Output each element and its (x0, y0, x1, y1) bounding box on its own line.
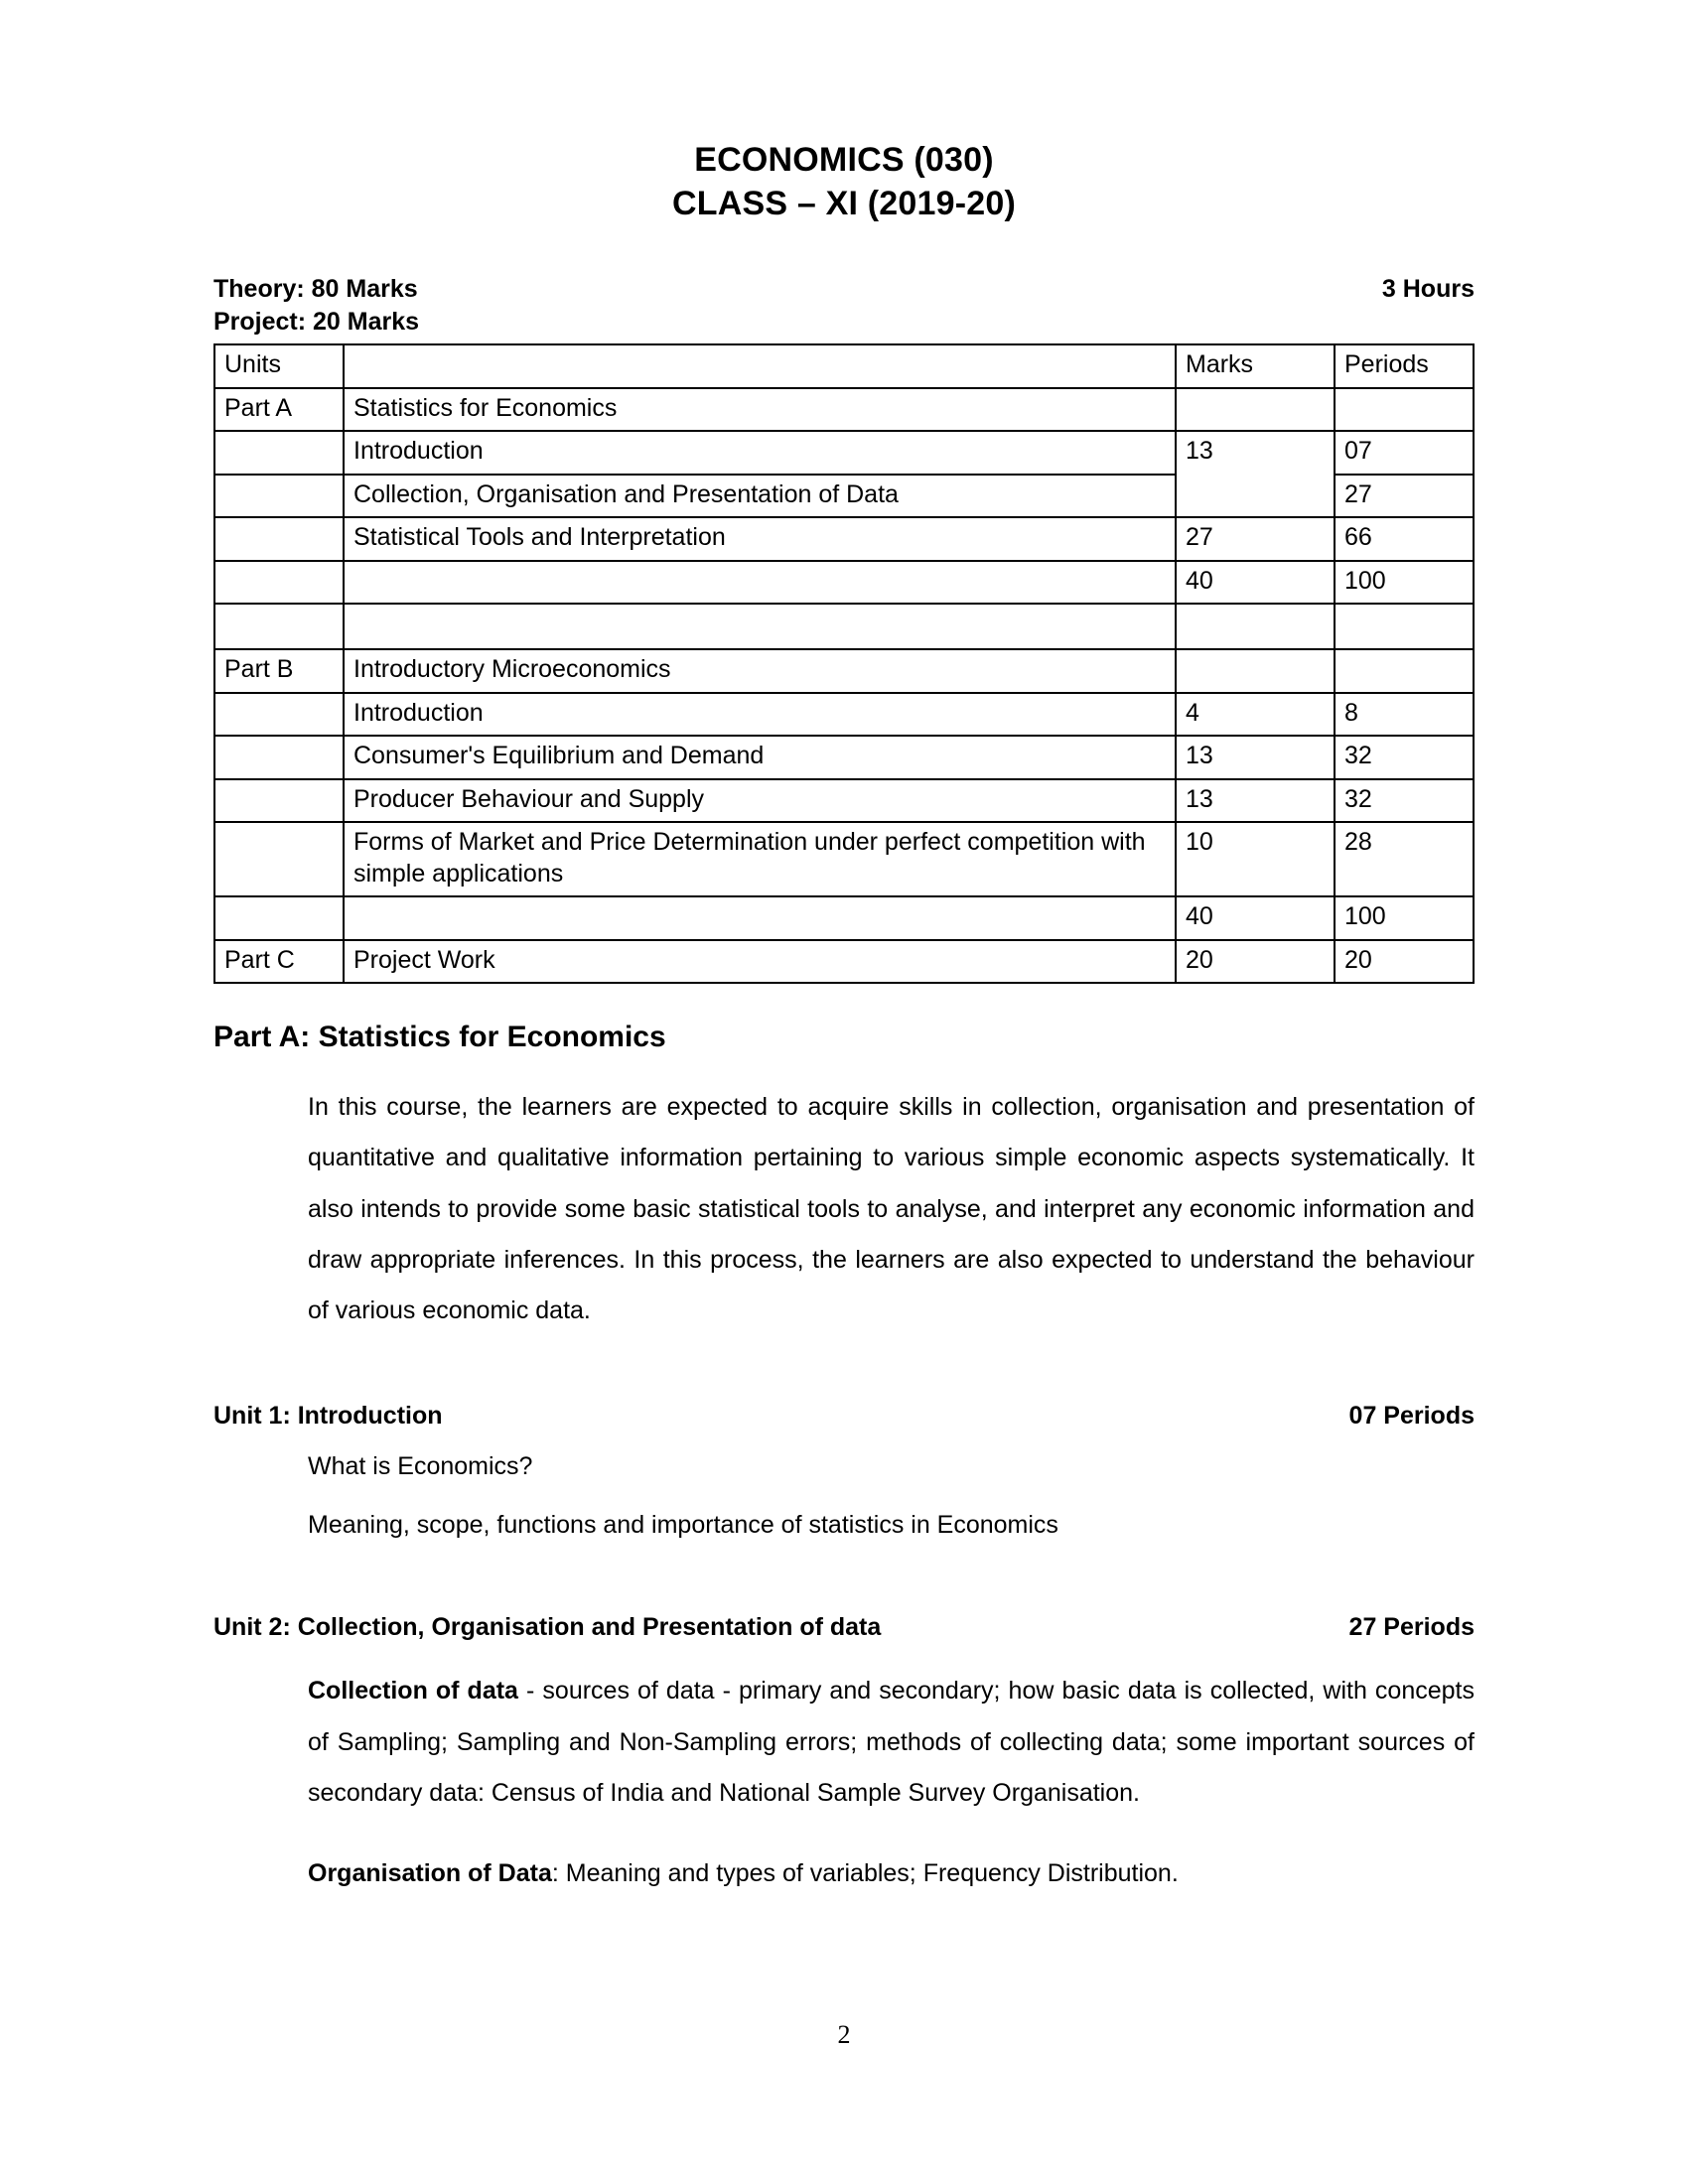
part-a-total-marks: 40 (1176, 561, 1335, 605)
table-row (214, 517, 1474, 561)
b3-topic: Producer Behaviour and Supply (344, 779, 1176, 823)
unit-2-organisation-paragraph (308, 1848, 1475, 1899)
unit-1-periods: 07 Periods (1348, 1402, 1475, 1431)
unit-2-periods: 27 Periods (1348, 1613, 1475, 1642)
table-spacer-row (214, 604, 1474, 649)
b1-periods: 8 (1335, 693, 1474, 737)
units-empty (214, 896, 344, 940)
unit-1-line-2: Meaning, scope, functions and importance of statistics in Economics (308, 1511, 1058, 1540)
table-row-part-b-total (214, 896, 1474, 940)
page-title-subject: ECONOMICS (030) (694, 141, 994, 179)
part-a-header-marks (1176, 388, 1335, 432)
column-header-periods: Periods (1335, 344, 1474, 388)
table-row-part-a-total (214, 561, 1474, 605)
table-row (214, 940, 1474, 984)
a3-marks: 27 (1176, 517, 1335, 561)
part-b-header-periods (1335, 649, 1474, 693)
unit-1-line-1: What is Economics? (308, 1452, 533, 1481)
exam-meta-block (213, 273, 1475, 338)
organisation-of-data-body: : Meaning and types of variables; Frequency Distribution. (551, 1859, 1179, 1888)
units-empty (214, 475, 344, 518)
marks-empty (1176, 604, 1335, 649)
b2-marks: 13 (1176, 736, 1335, 779)
units-empty (214, 604, 344, 649)
project-marks-label: Project: 20 Marks (213, 307, 420, 336)
part-c-periods: 20 (1335, 940, 1474, 984)
b4-periods: 28 (1335, 822, 1474, 896)
units-empty (214, 822, 344, 896)
units-empty (214, 779, 344, 823)
column-header-units: Units (214, 344, 344, 388)
part-a-section-heading: Part A: Statistics for Economics (213, 1021, 666, 1054)
a2-topic: Collection, Organisation and Presentation of Data (344, 475, 1176, 518)
table-row (214, 649, 1474, 693)
units-empty (214, 431, 344, 475)
part-b-title: Introductory Microeconomics (344, 649, 1176, 693)
part-a-total-periods: 100 (1335, 561, 1474, 605)
a3-periods: 66 (1335, 517, 1474, 561)
unit-2-collection-paragraph (308, 1666, 1475, 1819)
part-b-total-marks: 40 (1176, 896, 1335, 940)
a1-a2-marks: 13 (1176, 431, 1335, 517)
table-row (214, 779, 1474, 823)
units-empty (214, 517, 344, 561)
topic-empty (344, 604, 1176, 649)
part-b-total-periods: 100 (1335, 896, 1474, 940)
table-row (214, 388, 1474, 432)
organisation-of-data-lead: Organisation of Data (308, 1859, 552, 1888)
table-row (214, 693, 1474, 737)
duration-label: 3 Hours (1381, 275, 1475, 304)
unit-2-heading-row (213, 1613, 1475, 1642)
b2-periods: 32 (1335, 736, 1474, 779)
a1-periods: 07 (1335, 431, 1474, 475)
part-a-title: Statistics for Economics (344, 388, 1176, 432)
b4-topic: Forms of Market and Price Determination under perfect competition with simple applications (344, 822, 1176, 896)
table-row (214, 822, 1474, 896)
theory-marks-label: Theory: 80 Marks (213, 275, 418, 304)
unit-1-heading-row (213, 1402, 1475, 1431)
periods-empty (1335, 604, 1474, 649)
part-a-header-periods (1335, 388, 1474, 432)
a3-topic: Statistical Tools and Interpretation (344, 517, 1176, 561)
b2-topic: Consumer's Equilibrium and Demand (344, 736, 1176, 779)
table-row (214, 431, 1474, 475)
topic-empty (344, 896, 1176, 940)
units-empty (214, 561, 344, 605)
part-a-intro-paragraph: In this course, the learners are expected to acquire skills in collection, organisation and presentation of quantitative and qualitative information pertaining to various simple economic aspects systematically. It also intends to provide some basic statistical tools to analyse, and interpret any economic information and draw appropriate inferences. In this process, the learners are also expected to understand the behaviour of various economic data. (308, 1093, 1475, 1325)
b1-topic: Introduction (344, 693, 1176, 737)
part-c-title: Project Work (344, 940, 1176, 984)
a1-topic: Introduction (344, 431, 1176, 475)
b4-marks: 10 (1176, 822, 1335, 896)
units-empty (214, 736, 344, 779)
b3-marks: 13 (1176, 779, 1335, 823)
unit-1-title: Unit 1: Introduction (213, 1402, 443, 1431)
part-c-label: Part C (214, 940, 344, 984)
page-title-class: CLASS – XI (2019-20) (671, 184, 1017, 222)
part-c-marks: 20 (1176, 940, 1335, 984)
title-block (213, 0, 1475, 225)
column-header-marks: Marks (1176, 344, 1335, 388)
syllabus-weightage-table (213, 343, 1475, 984)
part-b-header-marks (1176, 649, 1335, 693)
column-header-topic (344, 344, 1176, 388)
table-row (214, 736, 1474, 779)
part-b-label: Part B (214, 649, 344, 693)
topic-empty (344, 561, 1176, 605)
collection-of-data-body: - sources of data - primary and secondary; how basic data is collected, with concepts of Sampling; Sampling and Non-Sampling errors; methods of collecting data; some important sources of secondary data: Census of India and National Sample Survey Organisation. (308, 1677, 1475, 1807)
units-empty (214, 693, 344, 737)
b3-periods: 32 (1335, 779, 1474, 823)
part-a-label: Part A (214, 388, 344, 432)
unit-2-title: Unit 2: Collection, Organisation and Presentation of data (213, 1613, 882, 1642)
a2-periods: 27 (1335, 475, 1474, 518)
page-number: 2 (837, 2020, 851, 2049)
collection-of-data-lead: Collection of data (308, 1677, 518, 1706)
table-header-row (214, 344, 1474, 388)
b1-marks: 4 (1176, 693, 1335, 737)
